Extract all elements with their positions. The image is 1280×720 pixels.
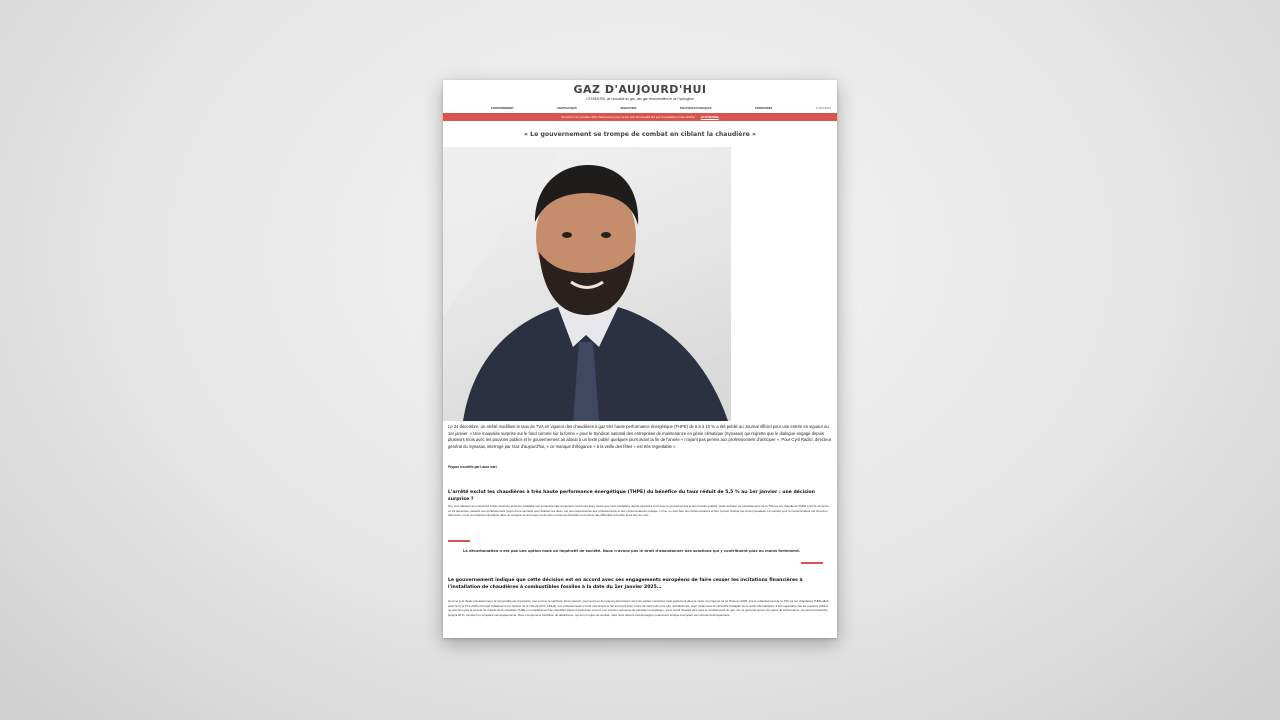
nav-item-politiques-publiques[interactable]: POLITIQUES PUBLIQUES	[679, 107, 712, 110]
article-credit: Propos recueillis par Laura Icart	[448, 465, 497, 469]
nav-item-subscribe[interactable]: S'ABONNER	[815, 107, 831, 110]
article-headline: « Le gouvernement se trompe de combat en ciblant la chaudière »	[524, 131, 756, 138]
pullquote-divider-top	[448, 540, 470, 542]
portrait-photo	[443, 147, 731, 421]
nav-item-geopolitique[interactable]: GÉOPOLITIQUE	[557, 107, 578, 110]
nav-item-innovation[interactable]: INNOVATION	[620, 107, 637, 110]
masthead	[443, 80, 837, 101]
main-nav	[443, 107, 837, 110]
site-tagline: L'ESSENTIEL de l'actualité du gaz, des gaz renouvelables et de l'hydrogène	[586, 97, 694, 101]
answer-2: Comme je le disais précédemment, la temporalité est importante, tout comme la méthode. Nous savions, pour avoir eu de longues discussions avec les parties prenantes mais également dans le cadre du projet de loi de finances 2025, que le rehaussement de la TVA sur les chaudières THPE allait avoir lieu [ le PLF 2025 prévoyait initialement une hausse de la TVA de 20 %, NDLR]. Les professionnels ont été mis devant le fait accompli avec moins de sept jours pour être opérationnels, avec notamment la nécessité d'adapter leurs outils informatiques. Il est regrettable que les pouvoirs publics ne prennent pas la mesure de l'intérêt de la chaudière THPE en remplacement de chaudière basse température comme une solution vertueuse de transition énergétique, qui le serait d'autant plus avec le verdissement du gaz. On ne peut pas ignorer les gains de performance, qui peuvent atteindre jusqu'à 30 %, lorsque l'on remplace ces équipements. Nous comprenons l'ambition de décarboner, qui est un enjeu de société, mais nous devons l'accompagner notamment lorsque l'occupant est contraint techniquement.	[448, 599, 829, 617]
pullquote-divider-bottom	[801, 562, 823, 564]
question-2: Le gouvernement indique que cette décision est en accord avec ses engagements européens de faire cesser les incitations financières à l'installation de chaudières à combustibles fossiles à la date du 1er janvier 2025…	[448, 578, 803, 590]
magazine-page	[443, 80, 837, 638]
article-intro: Le 24 décembre, un arrêté modifiant le taux de TVA en vigueur des chaudières à gaz très haute performance énergétique (THPE) de 5,5 à 10 % a été publié au Journal officiel pour une entrée en vigueur au 1er janvier. « Une mauvaise surprise sur le fond comme sur la forme » pour le Syndicat national des entreprises de maintenance en génie climatique (Synasav) qui regrette que le dialogue engagé depuis plusieurs mois avec les pouvoirs publics et le gouvernement ait abouti à un texte publié quelques jours avant la fin de l'année « n'ayant pas permis aux professionnels d'anticiper ». Pour Cyril Radici, directeur général du Synasav, interrogé par Gaz d'aujourd'hui, « ce manque d'élégance » à la veille des fêtes « est très regrettable ».	[448, 424, 832, 450]
subscription-banner	[443, 113, 837, 121]
nav-item-territoires[interactable]: TERRITOIRES	[755, 107, 773, 110]
subscribe-link[interactable]: JE M'ABONNE	[700, 115, 719, 119]
portrait-illustration	[443, 147, 731, 421]
pullquote: La décarbonation n'est pas une option mais un impératif de société. Nous n'avons pas le droit d'abandonner des solutions qui y contribuent plus ou moins fortement.	[463, 549, 801, 553]
banner-text: Découvrez nos nouvelles offres d'abonnement pour ne rien rater de l'actualité des gaz renouvelables et bas carbone	[561, 115, 695, 119]
nav-item-environnement[interactable]: ENVIRONNEMENT	[491, 107, 514, 110]
question-1: L'arrêté exclut les chaudières à très haute performance énergétique (THPE) du bénéfice du taux réduit de 5,5 % au 1er janvier : une décision surprise ?	[448, 490, 815, 502]
site-logo[interactable]: GAZ D'AUJOURD'HUI	[573, 83, 707, 96]
answer-1: Oui. Une décision qui n'avait fait l'objet d'aucune annonce préalable aux professionnels du secteur concernés alors même que nous travaillons depuis plusieurs mois avec le gouvernement et les pouvoirs publics. Cette décision de rehaussement de la TVA sur les chaudières THPE à 10 %, annoncé un 24 décembre, laissant aux professionnels moins d'une semaine pour finaliser les devis, est peu respectueuse des professionnels et des consommateurs puisque, in fine, ce sont bien les consommateurs et leur pouvoir d'achat qui seront pénalisés. Le surcoût pour le consommateur est d'environ 200 euros. C'est une hausse importante dans un contexte économique où de plus en plus de Français rencontrent des difficultés à boucler leurs fins de mois.	[448, 504, 829, 518]
